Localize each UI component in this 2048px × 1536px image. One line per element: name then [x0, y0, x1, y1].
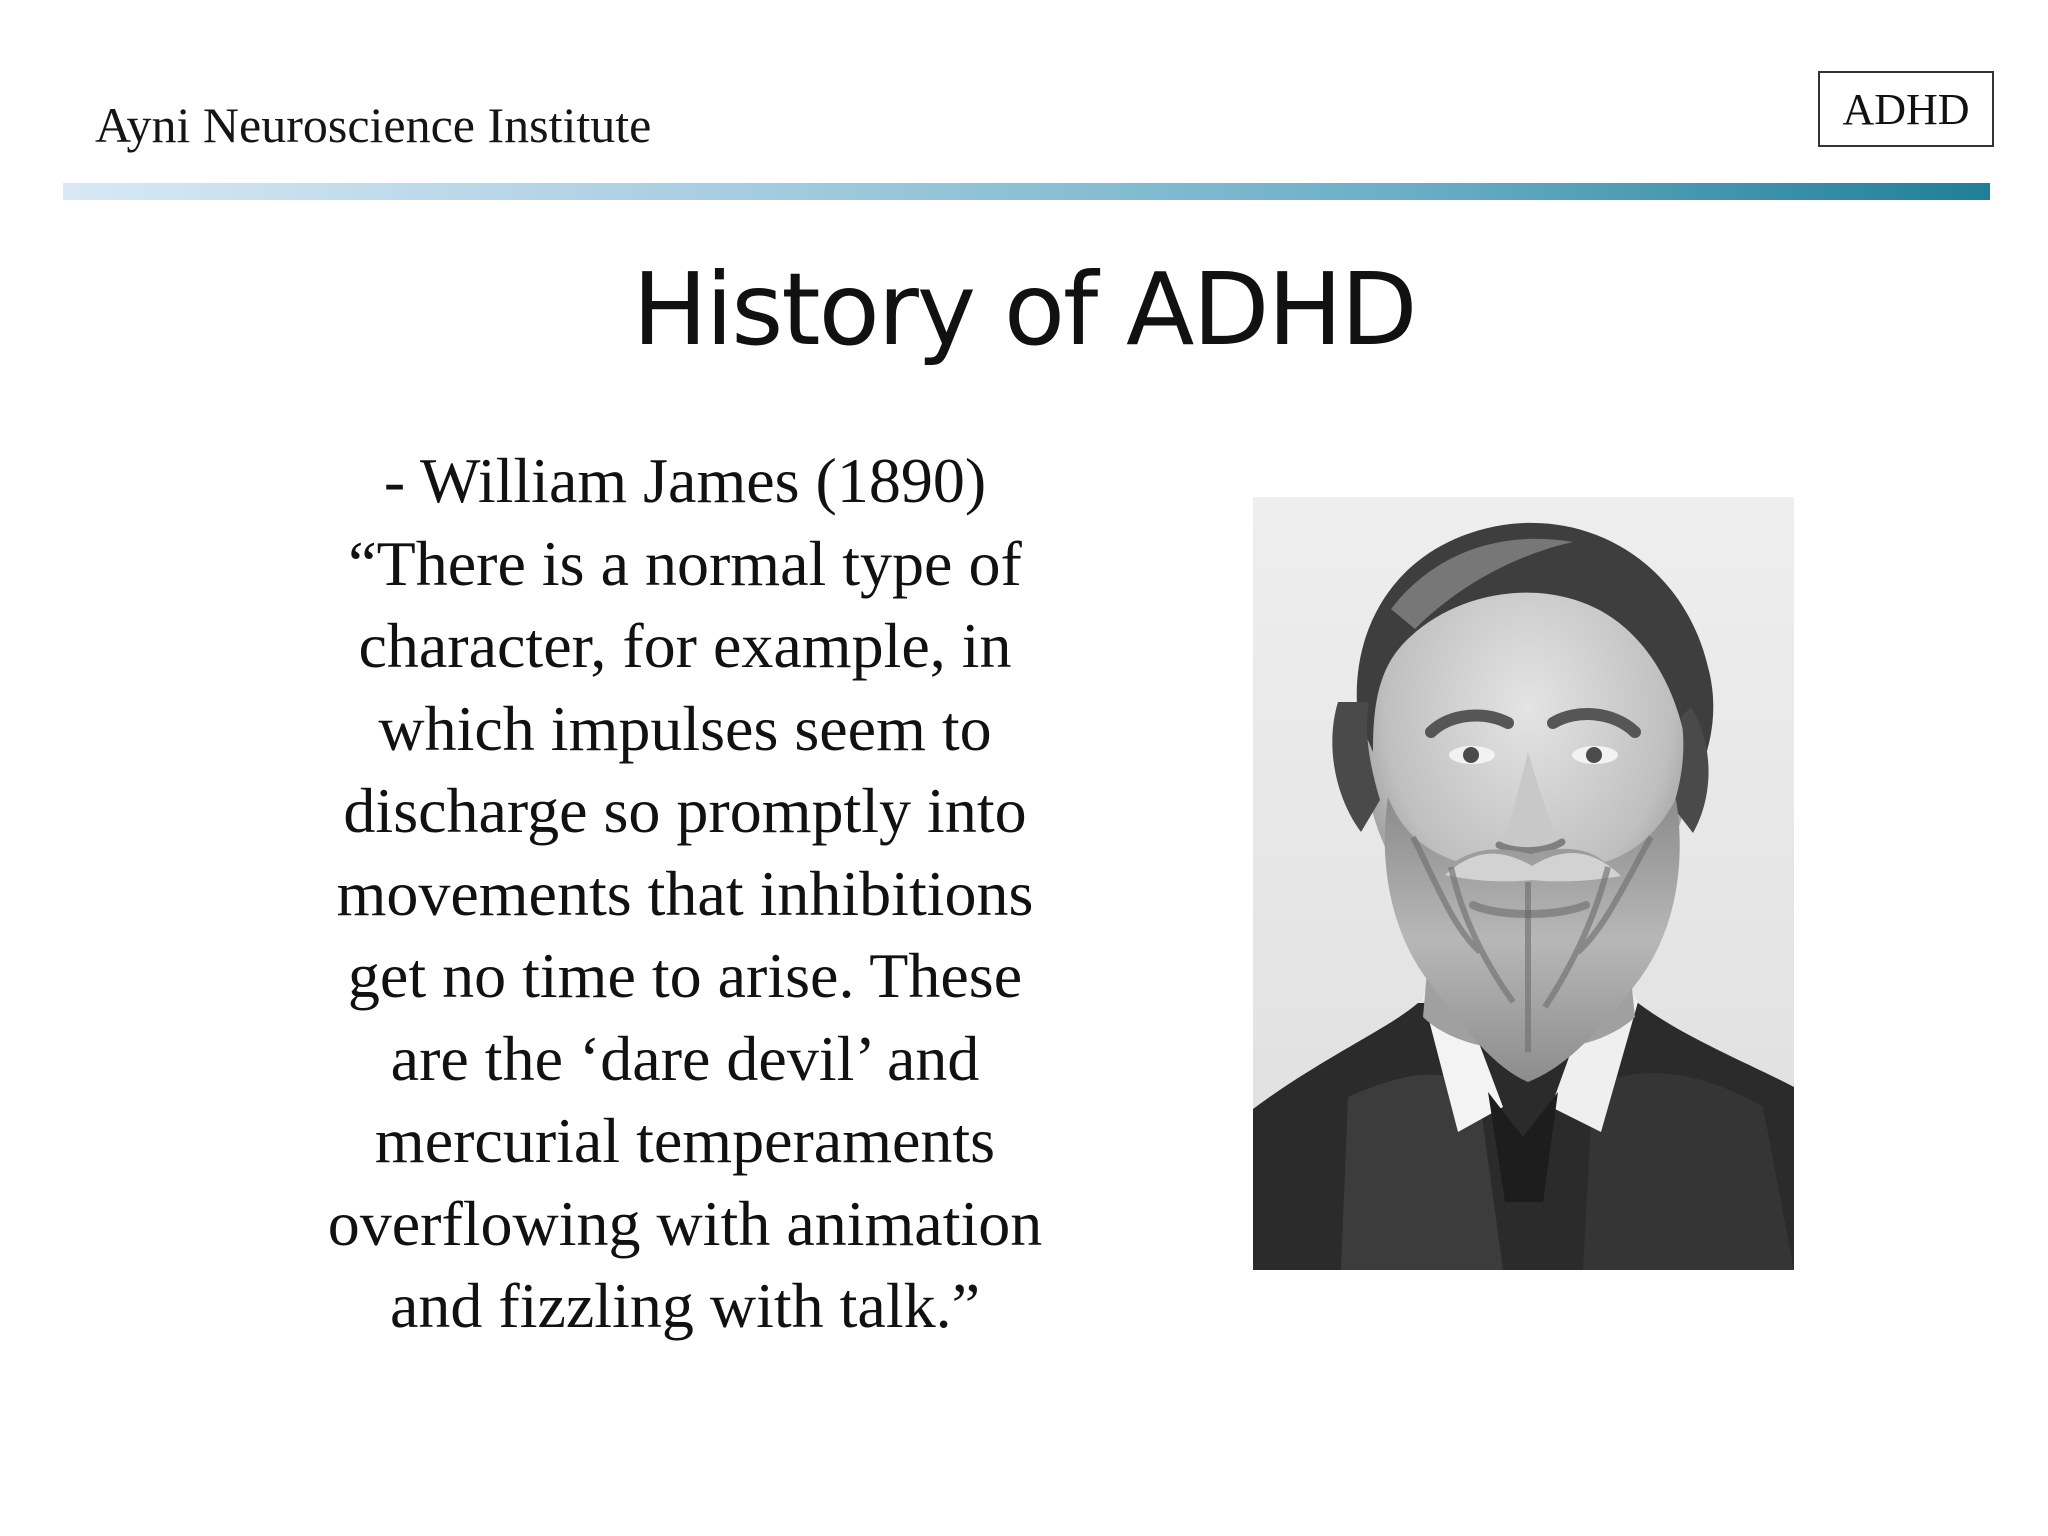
institute-name: Ayni Neuroscience Institute	[95, 97, 652, 153]
topic-badge: ADHD	[1818, 71, 1994, 147]
quote-text	[265, 440, 1105, 1348]
quote-line: “There is a normal type of	[348, 527, 1022, 599]
header-divider	[63, 183, 1990, 200]
quote-line: movements that inhibitions	[336, 857, 1034, 929]
quote-line: discharge so promptly into	[343, 775, 1027, 846]
bearded-man-portrait-icon	[1253, 497, 1794, 1270]
quote-line: character, for example, in	[358, 610, 1012, 681]
quote-line: get no time to arise. These	[347, 940, 1023, 1011]
quote-line: mercurial temperaments	[374, 1105, 996, 1176]
slide-title: History of ADHD	[632, 251, 1416, 368]
portrait-photo	[1253, 497, 1794, 1270]
quote-line: are the ‘dare devil’ and	[390, 1022, 980, 1094]
quote-line: and fizzling with talk.”	[389, 1270, 981, 1341]
quote-line: which impulses seem to	[378, 692, 992, 764]
quote-attribution: - William James (1890)	[383, 445, 987, 516]
quote-line: overflowing with animation	[327, 1187, 1043, 1259]
